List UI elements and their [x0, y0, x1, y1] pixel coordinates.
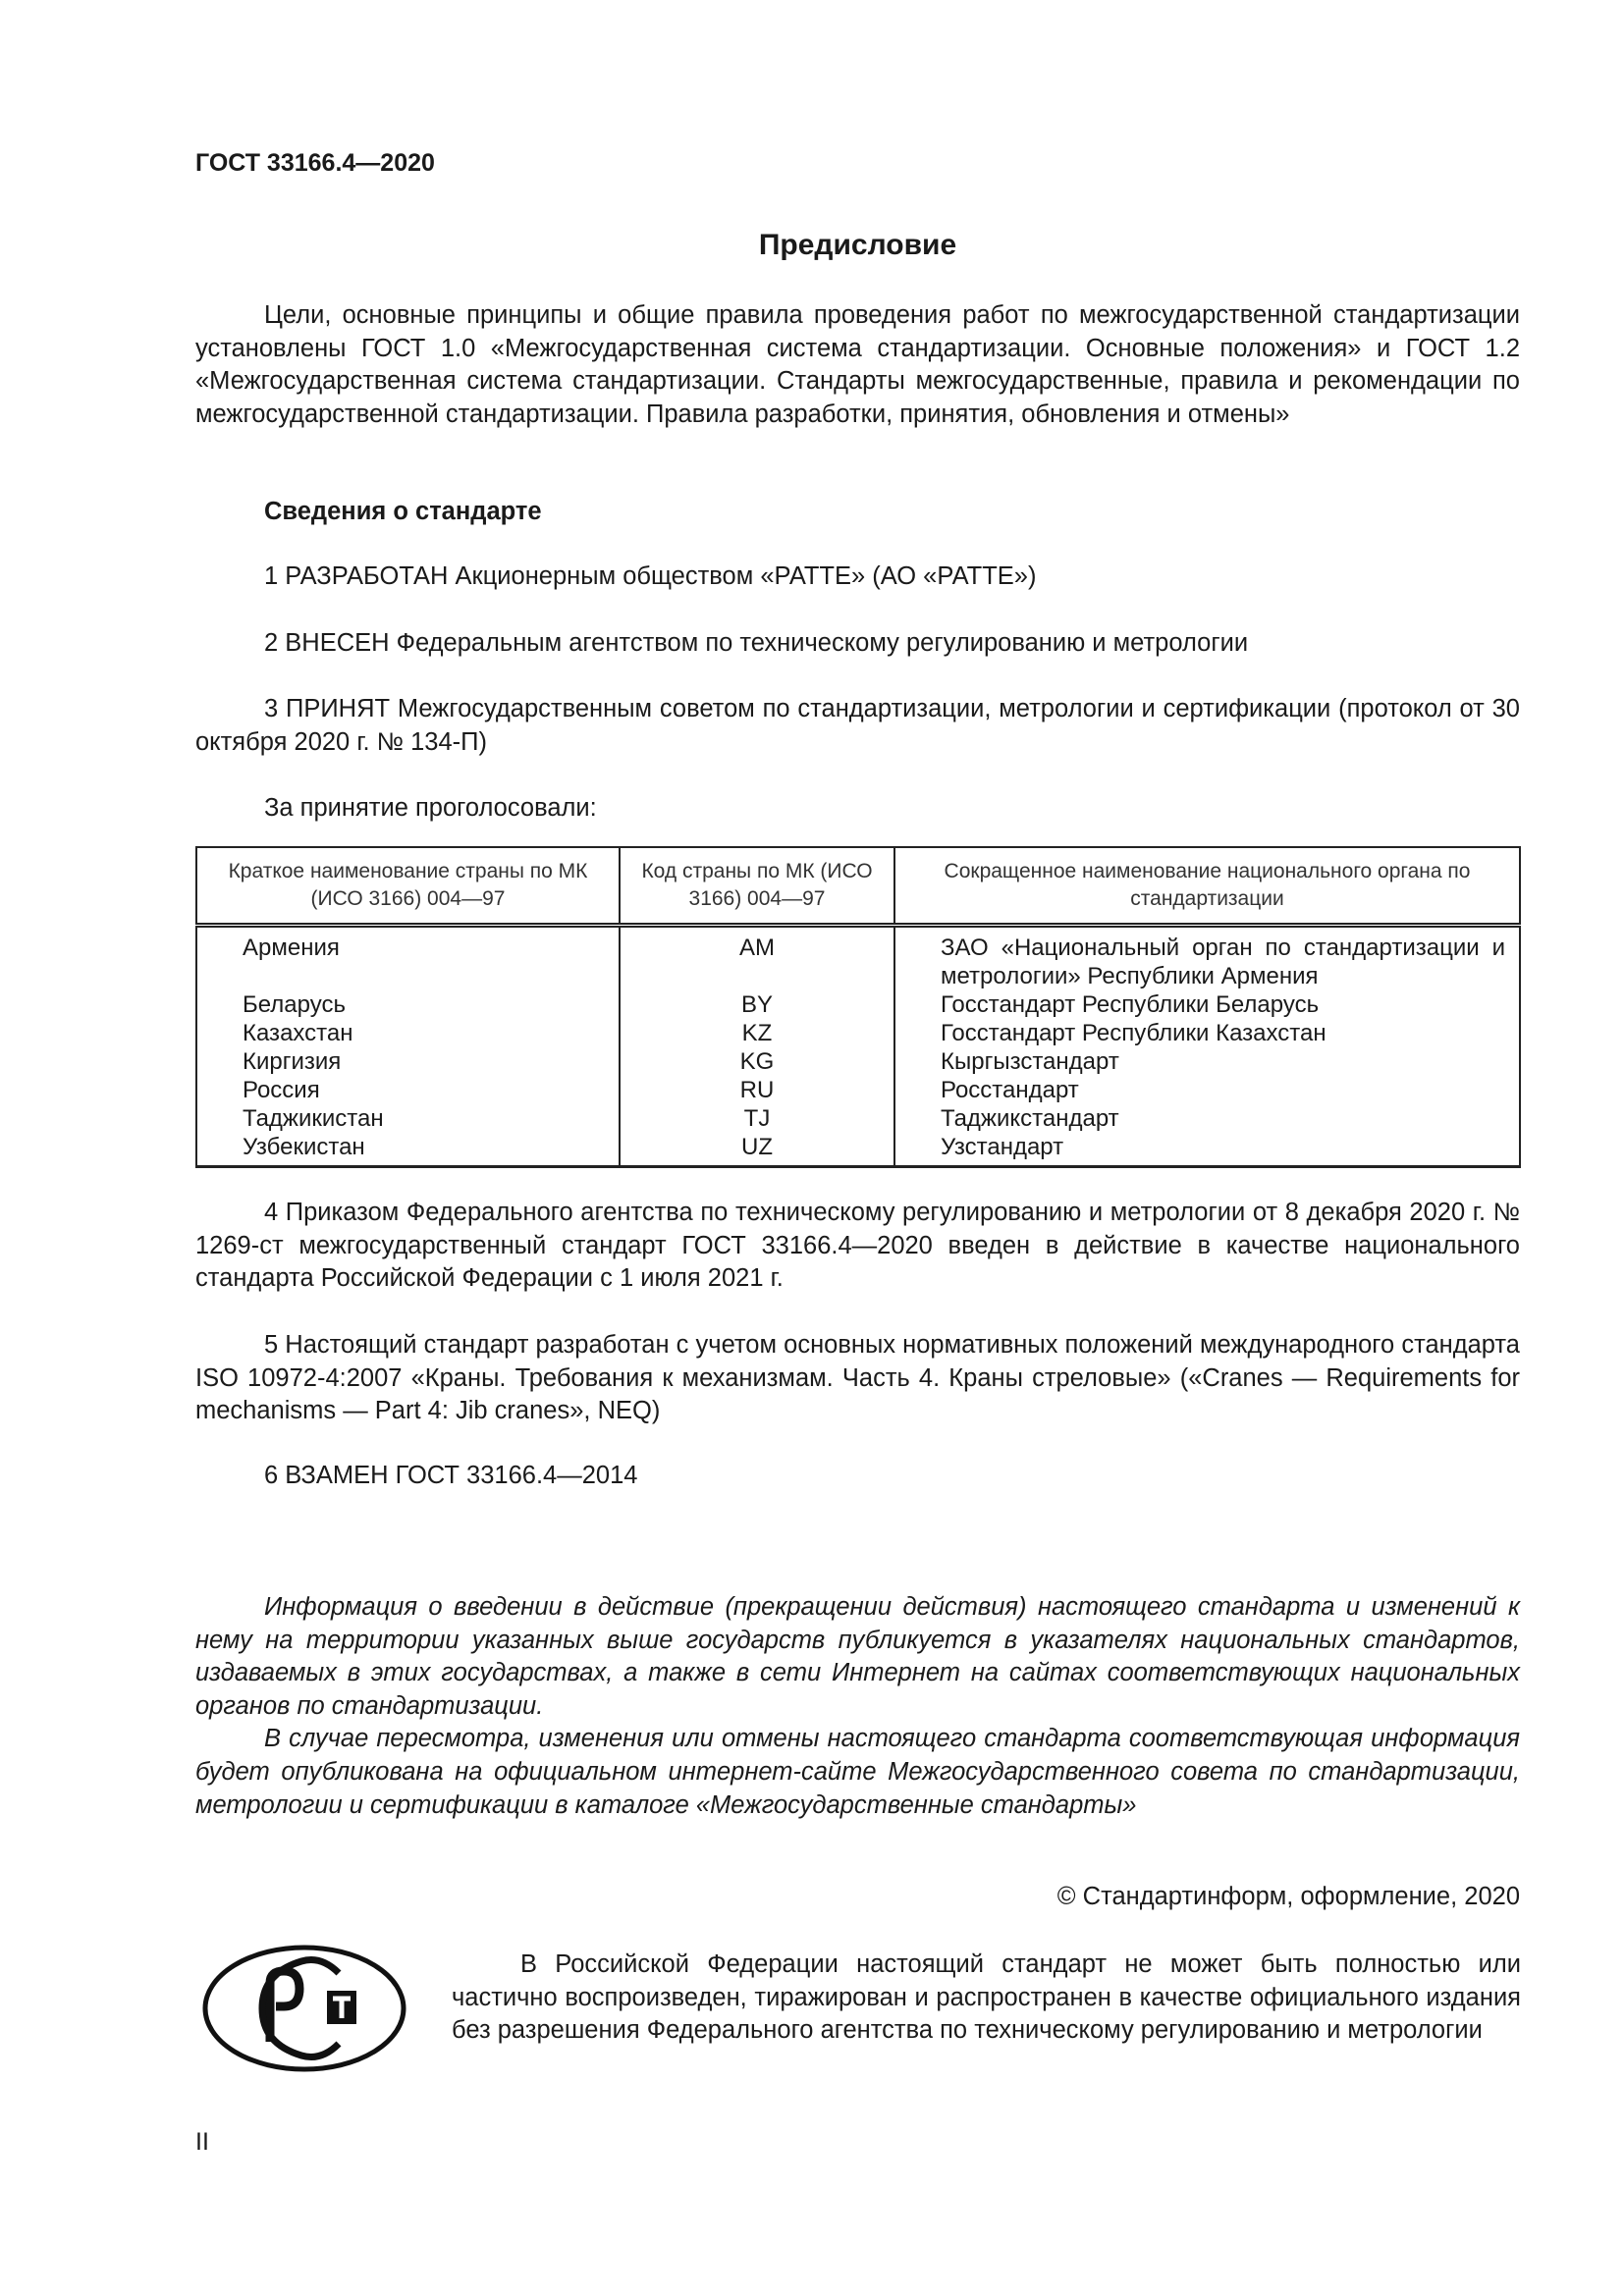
notice-block — [195, 1591, 1520, 1822]
country-cell: Армения — [196, 926, 620, 991]
table-row — [196, 1019, 1520, 1047]
reproduction-notice: В Российской Федерации настоящий стандарт не может быть полностью или частично воспроизведен, тиражирован и распространен в качестве официального издания без разрешения Федерального агентства по техническому регулированию и метрологии — [452, 1950, 1521, 2045]
column-header: Краткое наименование страны по МК (ИСО 3166) 004—97 — [196, 847, 620, 926]
code-cell: RU — [620, 1076, 894, 1104]
item-6: 6 ВЗАМЕН ГОСТ 33166.4—2014 — [264, 1462, 638, 1489]
intro-paragraph: Цели, основные принципы и общие правила проведения работ по межгосударственной стандартизации установлены ГОСТ 1.0 «Межгосударственная система стандартизации. Основные положения» и ГОСТ 1.2 «Межгосударственная система стандартизации. Стандарты межгосударственные, правила и рекомендации по межгосударственной стандартизации. Правила разработки, принятия, обновления и отмены» — [195, 301, 1520, 428]
country-cell: Таджикистан — [196, 1104, 620, 1133]
code-cell: TJ — [620, 1104, 894, 1133]
country-cell: Казахстан — [196, 1019, 620, 1047]
voted-label: За принятие проголосовали: — [264, 794, 597, 822]
agency-cell: Росстандарт — [894, 1076, 1520, 1104]
agency-cell: Госстандарт Республики Беларусь — [894, 990, 1520, 1019]
country-cell: Россия — [196, 1076, 620, 1104]
document-code: ГОСТ 33166.4—2020 — [195, 149, 435, 177]
country-cell: Киргизия — [196, 1047, 620, 1076]
code-cell: UZ — [620, 1133, 894, 1167]
code-cell: BY — [620, 990, 894, 1019]
agency-cell: Кыргызстандарт — [894, 1047, 1520, 1076]
item-5: 5 Настоящий стандарт разработан с учетом основных нормативных положений международного стандарта ISO 10972-4:2007 «Краны. Требования к механизмам. Часть 4. Краны стреловые» («Cranes — Requirements for mechanisms — Part 4: Jib cranes», NEQ) — [195, 1331, 1520, 1425]
column-header: Код страны по МК (ИСО 3166) 004—97 — [620, 847, 894, 926]
rst-logo-icon — [201, 1944, 407, 2073]
agency-cell: ЗАО «Национальный орган по стандартизации и метрологии» Республики Армения — [894, 926, 1520, 991]
page-title: Предисловие — [758, 229, 957, 261]
page-number: II — [195, 2128, 209, 2156]
voting-table — [195, 846, 1521, 1168]
item-4: 4 Приказом Федерального агентства по техническому регулированию и метрологии от 8 декабря 2020 г. № 1269-ст межгосударственный стандарт ГОСТ 33166.4—2020 введен в действие в качестве национального стандарта Российской Федерации с 1 июля 2021 г. — [195, 1199, 1520, 1293]
column-header: Сокращенное наименование национального органа по стандартизации — [894, 847, 1520, 926]
item-3: 3 ПРИНЯТ Межгосударственным советом по стандартизации, метрологии и сертификации (протокол от 30 октября 2020 г. № 134-П) — [195, 695, 1520, 756]
agency-cell: Таджикстандарт — [894, 1104, 1520, 1133]
section-heading: Сведения о стандарте — [264, 498, 542, 525]
table-row — [196, 1133, 1520, 1167]
copyright: © Стандартинформ, оформление, 2020 — [1056, 1883, 1520, 1910]
table-row — [196, 1047, 1520, 1076]
table-row — [196, 990, 1520, 1019]
country-cell: Узбекистан — [196, 1133, 620, 1167]
code-cell: KG — [620, 1047, 894, 1076]
agency-cell: Узстандарт — [894, 1133, 1520, 1167]
code-cell: KZ — [620, 1019, 894, 1047]
country-cell: Беларусь — [196, 990, 620, 1019]
table-row — [196, 1104, 1520, 1133]
table-row — [196, 1076, 1520, 1104]
agency-cell: Госстандарт Республики Казахстан — [894, 1019, 1520, 1047]
item-2: 2 ВНЕСЕН Федеральным агентством по техническому регулированию и метрологии — [264, 629, 1249, 657]
code-cell: AM — [620, 926, 894, 991]
notice-paragraph: В случае пересмотра, изменения или отмены настоящего стандарта соответствующая информация будет опубликована на официальном интернет-сайте Межгосударственного совета по стандартизации, метрологии и сертификации в каталоге «Межгосударственные стандарты» — [195, 1725, 1520, 1819]
notice-paragraph: Информация о введении в действие (прекращении действия) настоящего стандарта и изменений к нему на территории указанных выше государств публикуется в указателях национальных стандартов, издаваемых в этих государствах, а также в сети Интернет на сайтах соответствующих национальных органов по стандартизации. — [195, 1593, 1520, 1720]
table-row — [196, 926, 1520, 991]
item-1: 1 РАЗРАБОТАН Акционерным обществом «РАТТЕ» (АО «РАТТЕ») — [264, 562, 1037, 590]
